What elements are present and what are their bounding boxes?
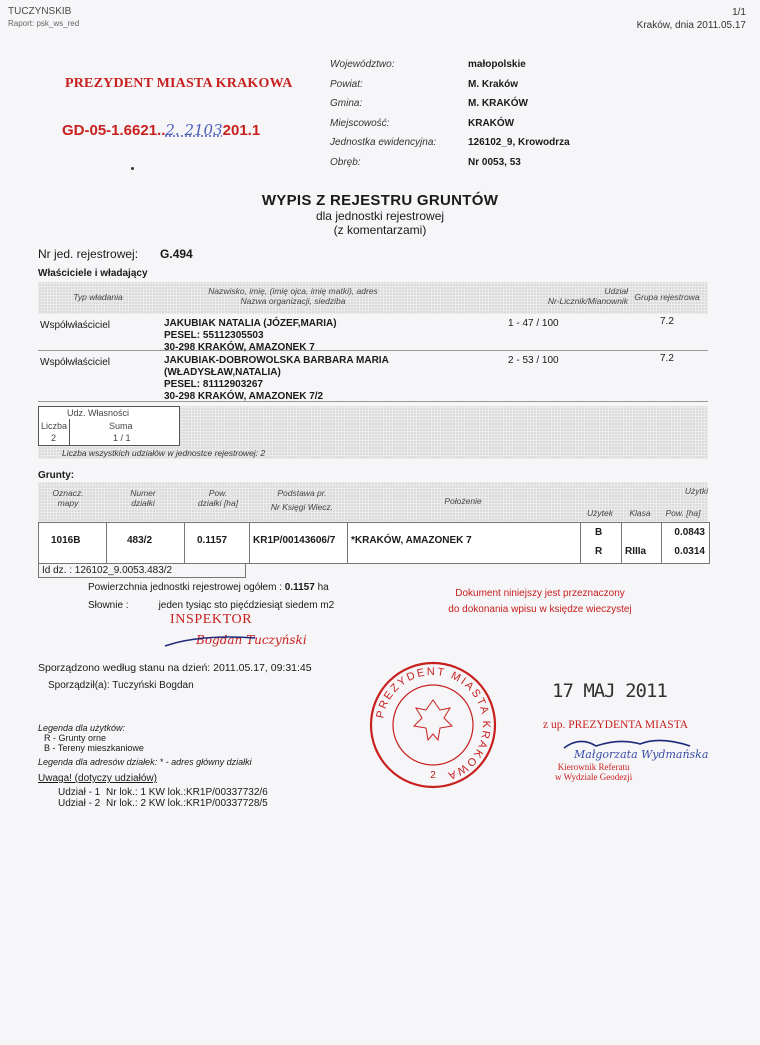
place-date: Kraków, dnia 2011.05.17 [636, 20, 746, 31]
col-basis-1: Podstawa pr. [277, 488, 327, 498]
col-area-2: działki [ha] [197, 498, 239, 508]
remark-value: Nr lok.: 2 KW lok.:KR1P/00337728/5 [106, 798, 268, 809]
col-basis-2: Nr Księgi Wiecz. [270, 502, 334, 512]
owner-type: Współwłaściciel [40, 357, 111, 368]
remark-row [58, 798, 268, 809]
remarks-title: Uwaga! (dotyczy udziałów) [38, 773, 157, 784]
col-use-class: Klasa [629, 508, 651, 518]
owner-name: JAKUBIAK-DOBROWOLSKA BARBARA MARIA [164, 355, 389, 366]
owner-group: 7.2 [660, 353, 674, 364]
legend-r: R - Grunty orne [44, 733, 107, 743]
owners-table-header [38, 282, 708, 314]
owner-address: 30-298 KRAKÓW, AMAZONEK 7/2 [164, 391, 324, 402]
label-commune: Gmina: [330, 98, 363, 109]
owner-share: 2 - 53 / 100 [508, 355, 559, 366]
col-owner-name-1: Nazwisko, imię, (imię ojca, imię matki), adres [208, 286, 378, 296]
case-prefix: GD-05-1.6621.. [62, 122, 166, 139]
col-ownership-type: Typ władania [73, 292, 123, 302]
col-use-area: Pow. [ha] [665, 508, 701, 518]
approval-role1: Kierownik Referatu [557, 762, 630, 772]
approval-signature: Małgorzata Wydmańska [574, 748, 709, 761]
case-suffix: 201.1 [222, 122, 261, 139]
total-area [88, 582, 329, 593]
plot-area: 0.1157 [197, 535, 228, 546]
col-uses: Użytki [684, 486, 708, 496]
approval-date: 17 MAJ 2011 [552, 680, 667, 702]
dot-mark [131, 167, 134, 170]
col-map-1: Oznacz. [52, 488, 84, 498]
use-class: RIIIa [625, 546, 647, 557]
col-area-1: Pow. [208, 488, 228, 498]
col-owner-name-2: Nazwa organizacji, siedziba [240, 296, 346, 306]
report-author: TUCZYNSKIB [8, 6, 72, 17]
register-unit [38, 247, 193, 261]
title-main: WYPIS Z REJESTRU GRUNTÓW [261, 192, 499, 209]
use-area: 0.0314 [674, 546, 705, 557]
remark-value: Nr lok.: 1 KW lok.:KR1P/00337732/6 [106, 787, 268, 798]
col-use-type: Użytek [587, 508, 613, 518]
area-words-value: jeden tysiąc sto pięćdziesiąt siedem m2 [158, 600, 335, 611]
inspector-signature: Bogdan Tuczyński [196, 633, 307, 647]
signature-stroke-icon [160, 630, 260, 650]
owner-type: Współwłaściciel [40, 320, 111, 331]
remark-row [58, 787, 268, 798]
use-type: R [595, 546, 603, 557]
plot-map: 1016B [51, 535, 81, 546]
owner-share: 1 - 47 / 100 [508, 318, 559, 329]
divider [661, 523, 662, 563]
col-plot-1: Numer [130, 488, 156, 498]
plot-land-register: KR1P/00143606/7 [253, 535, 336, 546]
divider [184, 523, 185, 563]
owner-row [38, 314, 708, 351]
notice-line2: do dokonania wpisu w księdze wieczystej [448, 604, 632, 615]
shares-box-title: Udz. Własności [67, 408, 130, 418]
owner-details [164, 318, 337, 354]
total-area-unit: ha [317, 582, 329, 593]
seal-text: PREZYDENT MIASTA KRAKOWA [374, 665, 493, 783]
label-voivodeship: Województwo: [330, 59, 395, 70]
issuer-stamp: PREZYDENT MIASTA KRAKOWA [65, 76, 293, 91]
plots-heading: Grunty: [38, 470, 75, 481]
page-number: 1/1 [732, 7, 746, 18]
plot-number: 483/2 [127, 535, 153, 546]
col-register-group: Grupa rejestrowa [634, 292, 700, 302]
divider [106, 523, 107, 563]
use-type: B [595, 527, 603, 538]
shares-sum-value: 1 / 1 [113, 433, 131, 443]
page-header-right [637, 6, 746, 32]
shares-box [38, 406, 180, 446]
label-unit: Jednostka ewidencyjna: [330, 137, 437, 148]
seal-number: 2 [430, 770, 436, 781]
register-unit-label: Nr jed. rejestrowej: [38, 247, 139, 261]
approval-on-behalf: z up. PREZYDENTA MIASTA [543, 719, 689, 731]
shares-box-divider [69, 419, 70, 445]
label-precinct: Obręb: [330, 156, 361, 168]
remark-key: Udział - 2 [58, 798, 101, 809]
legend-address: Legenda dla adresów działek: * - adres główny działki [38, 757, 252, 767]
col-share-2: Nr-Licznik/Mianownik [547, 296, 628, 306]
owner-pesel: PESEL: 55112305503 [164, 330, 264, 341]
owner-row [38, 351, 708, 402]
register-unit-value: G.494 [160, 247, 193, 261]
approval-role [555, 762, 632, 782]
divider [347, 523, 348, 563]
value-county: M. Kraków [468, 78, 519, 90]
shares-count-value: 2 [51, 433, 57, 443]
value-voivodeship: małopolskie [468, 59, 526, 70]
shares-total-text: Liczba wszystkich udziałów w jednostce rejestrowej: 2 [62, 448, 266, 458]
title-sub1: dla jednostki rejestrowej [315, 209, 445, 223]
owner-details [164, 355, 389, 403]
col-share-1: Udział [604, 286, 628, 296]
owner-address: 30-298 KRAKÓW, AMAZONEK 7 [164, 342, 315, 353]
owner-group: 7.2 [660, 316, 674, 327]
owner-pesel: PESEL: 81112903267 [164, 379, 263, 390]
plot-row [38, 522, 710, 564]
divider [249, 523, 250, 563]
plots-table-header [38, 482, 708, 522]
plot-id: Id dz. : 126102_9.0053.483/2 [38, 563, 246, 578]
owner-name-parents: (WŁADYSŁAW,NATALIA) [164, 367, 281, 378]
col-map-2: mapy [57, 498, 79, 508]
title-sub2: (z komentarzami) [333, 223, 427, 237]
value-locality: KRAKÓW [468, 117, 515, 129]
remark-key: Udział - 1 [58, 787, 101, 798]
remarks-list [58, 787, 268, 809]
total-area-label: Powierzchnia jednostki rejestrowej ogółem : [88, 582, 282, 593]
col-plot-2: działki [131, 498, 155, 508]
prepared-date: Sporządzono według stanu na dzień: 2011.05.17, 09:31:45 [38, 662, 312, 674]
divider [621, 523, 622, 563]
shares-col-count: Liczba [41, 421, 68, 431]
approval-role2: w Wydziale Geodezji [555, 772, 633, 782]
official-seal-icon [368, 660, 498, 790]
location-values [468, 55, 570, 172]
shares-col-sum: Suma [109, 421, 133, 431]
case-handwritten: 2. 2103 [165, 121, 223, 139]
report-header [8, 6, 79, 30]
notice-line1: Dokument niniejszy jest przeznaczony [455, 588, 625, 599]
total-area-value: 0.1157 [284, 582, 315, 593]
value-precinct: Nr 0053, 53 [468, 156, 521, 168]
inspector-stamp: INSPEKTOR [170, 612, 253, 627]
label-county: Powiat: [330, 78, 363, 90]
use-area: 0.0843 [674, 527, 705, 538]
owners-heading: Właściciele i władający [38, 268, 148, 279]
document-title [0, 192, 760, 237]
case-number [62, 121, 260, 139]
area-words-label: Słownie : [88, 600, 129, 611]
col-location: Położenie [444, 496, 482, 506]
notice-stamp [400, 586, 680, 618]
prepared-by: Sporządził(a): Tuczyński Bogdan [48, 680, 194, 691]
value-commune: M. KRAKÓW [468, 98, 528, 109]
area-in-words [88, 600, 334, 611]
divider [580, 523, 581, 563]
legend-b: B - Tereny mieszkaniowe [44, 743, 144, 753]
label-locality: Miejscowość: [330, 117, 390, 129]
owner-name: JAKUBIAK NATALIA (JÓZEF,MARIA) [164, 318, 337, 329]
value-unit: 126102_9, Krowodrza [468, 137, 570, 148]
report-id: Raport: psk_ws_red [8, 19, 80, 28]
plot-location: *KRAKÓW, AMAZONEK 7 [351, 535, 472, 546]
location-labels [330, 55, 436, 172]
legend-title: Legenda dla użytków: [38, 723, 126, 733]
legend [38, 723, 252, 767]
